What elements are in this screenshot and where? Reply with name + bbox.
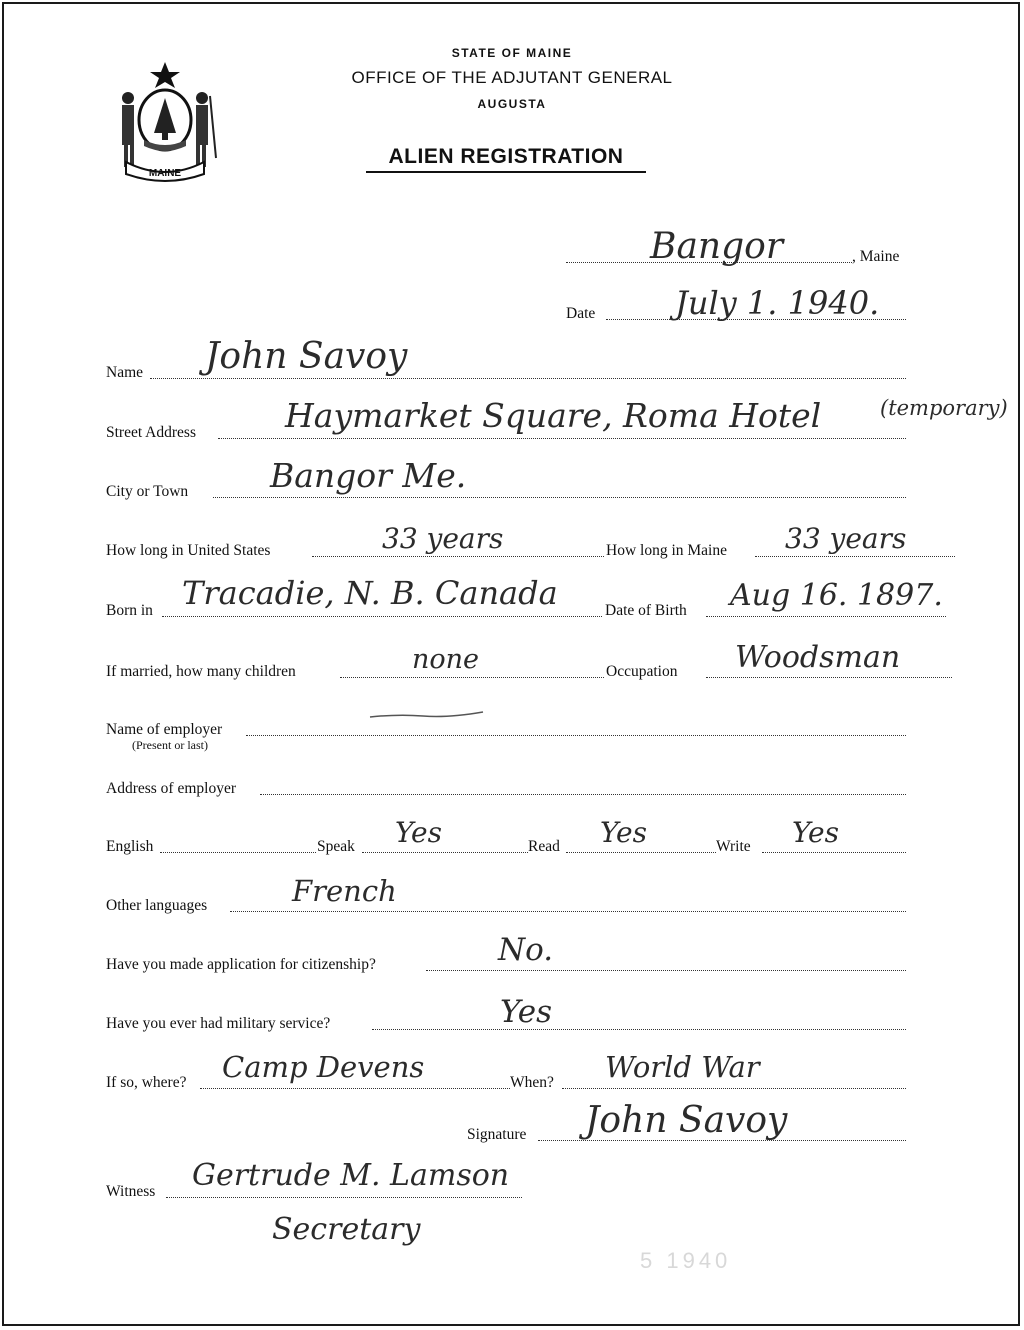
street-label: Street Address: [106, 424, 196, 441]
witness-value: Gertrude M. Lamson: [192, 1158, 510, 1193]
where-value: Camp Devens: [222, 1050, 425, 1084]
where-label: If so, where?: [106, 1074, 187, 1091]
how-long-maine-value: 33 years: [785, 522, 907, 555]
citizenship-line: [426, 970, 906, 971]
how-long-us-value: 33 years: [382, 522, 504, 555]
city-line: [213, 497, 906, 498]
street-note: (temporary): [880, 396, 1008, 420]
dob-label: Date of Birth: [605, 602, 687, 619]
born-line: [162, 616, 602, 617]
dob-value: Aug 16. 1897.: [730, 578, 943, 613]
read-line: [566, 852, 716, 853]
when-line: [562, 1088, 906, 1089]
header-office: OFFICE OF THE ADJUTANT GENERAL: [351, 68, 673, 87]
english-label: English: [106, 838, 154, 855]
write-label: Write: [716, 838, 751, 855]
employer-address-label: Address of employer: [106, 780, 236, 797]
children-label: If married, how many children: [106, 663, 296, 680]
military-line: [372, 1029, 906, 1030]
speak-line: [362, 852, 528, 853]
employer-label: Name of employer: [106, 721, 223, 738]
name-value: John Savoy: [205, 336, 408, 377]
witness-title-value: Secretary: [272, 1212, 421, 1247]
when-label: When?: [510, 1074, 554, 1091]
children-line: [340, 677, 604, 678]
header-city: AUGUSTA: [477, 97, 547, 111]
when-value: World War: [605, 1050, 760, 1084]
how-long-us-line: [312, 556, 604, 557]
employer-sub-label: (Present or last): [132, 738, 208, 752]
witness-line: [166, 1197, 522, 1198]
street-value: Haymarket Square, Roma Hotel: [285, 396, 822, 435]
date-value: July 1. 1940.: [675, 284, 880, 322]
how-long-maine-line: [755, 556, 955, 557]
city-value: Bangor Me.: [270, 456, 467, 495]
signature-label: Signature: [467, 1126, 527, 1143]
citizenship-label: Have you made application for citizenship?: [106, 956, 376, 973]
where-line: [200, 1088, 510, 1089]
military-value: Yes: [500, 994, 553, 1030]
born-value: Tracadie, N. B. Canada: [182, 574, 558, 612]
speak-label: Speak: [317, 838, 355, 855]
write-value: Yes: [792, 816, 839, 849]
signature-value: John Savoy: [585, 1100, 788, 1141]
other-lang-label: Other languages: [106, 897, 208, 914]
speak-value: Yes: [395, 816, 442, 849]
header-state: STATE OF MAINE: [451, 46, 573, 60]
name-line: [150, 378, 906, 379]
place-suffix-label: , Maine: [852, 248, 900, 265]
children-value: none: [412, 644, 480, 675]
form-title: ALIEN REGISTRATION: [366, 145, 646, 173]
read-value: Yes: [600, 816, 647, 849]
street-line: [218, 438, 906, 439]
received-stamp: 5 1940: [640, 1248, 732, 1273]
employer-address-line: [260, 794, 906, 795]
employer-line: [246, 735, 906, 736]
how-long-maine-label: How long in Maine: [606, 542, 727, 559]
city-label: City or Town: [106, 483, 189, 500]
other-lang-line: [230, 911, 906, 912]
dob-line: [706, 616, 946, 617]
name-label: Name: [106, 364, 144, 381]
occupation-line: [706, 677, 952, 678]
occupation-value: Woodsman: [735, 640, 901, 675]
write-line: [762, 852, 906, 853]
place-value: Bangor: [650, 226, 784, 267]
occupation-label: Occupation: [606, 663, 678, 680]
svg-text:MAINE: MAINE: [148, 168, 182, 179]
witness-label: Witness: [106, 1183, 156, 1200]
employer-dash-mark: [368, 708, 488, 722]
how-long-us-label: How long in United States: [106, 542, 271, 559]
date-label: Date: [566, 305, 596, 322]
english-line: [160, 852, 316, 853]
citizenship-value: No.: [498, 932, 554, 968]
born-label: Born in: [106, 602, 153, 619]
read-label: Read: [528, 838, 560, 855]
other-lang-value: French: [292, 874, 397, 908]
military-label: Have you ever had military service?: [106, 1015, 331, 1032]
